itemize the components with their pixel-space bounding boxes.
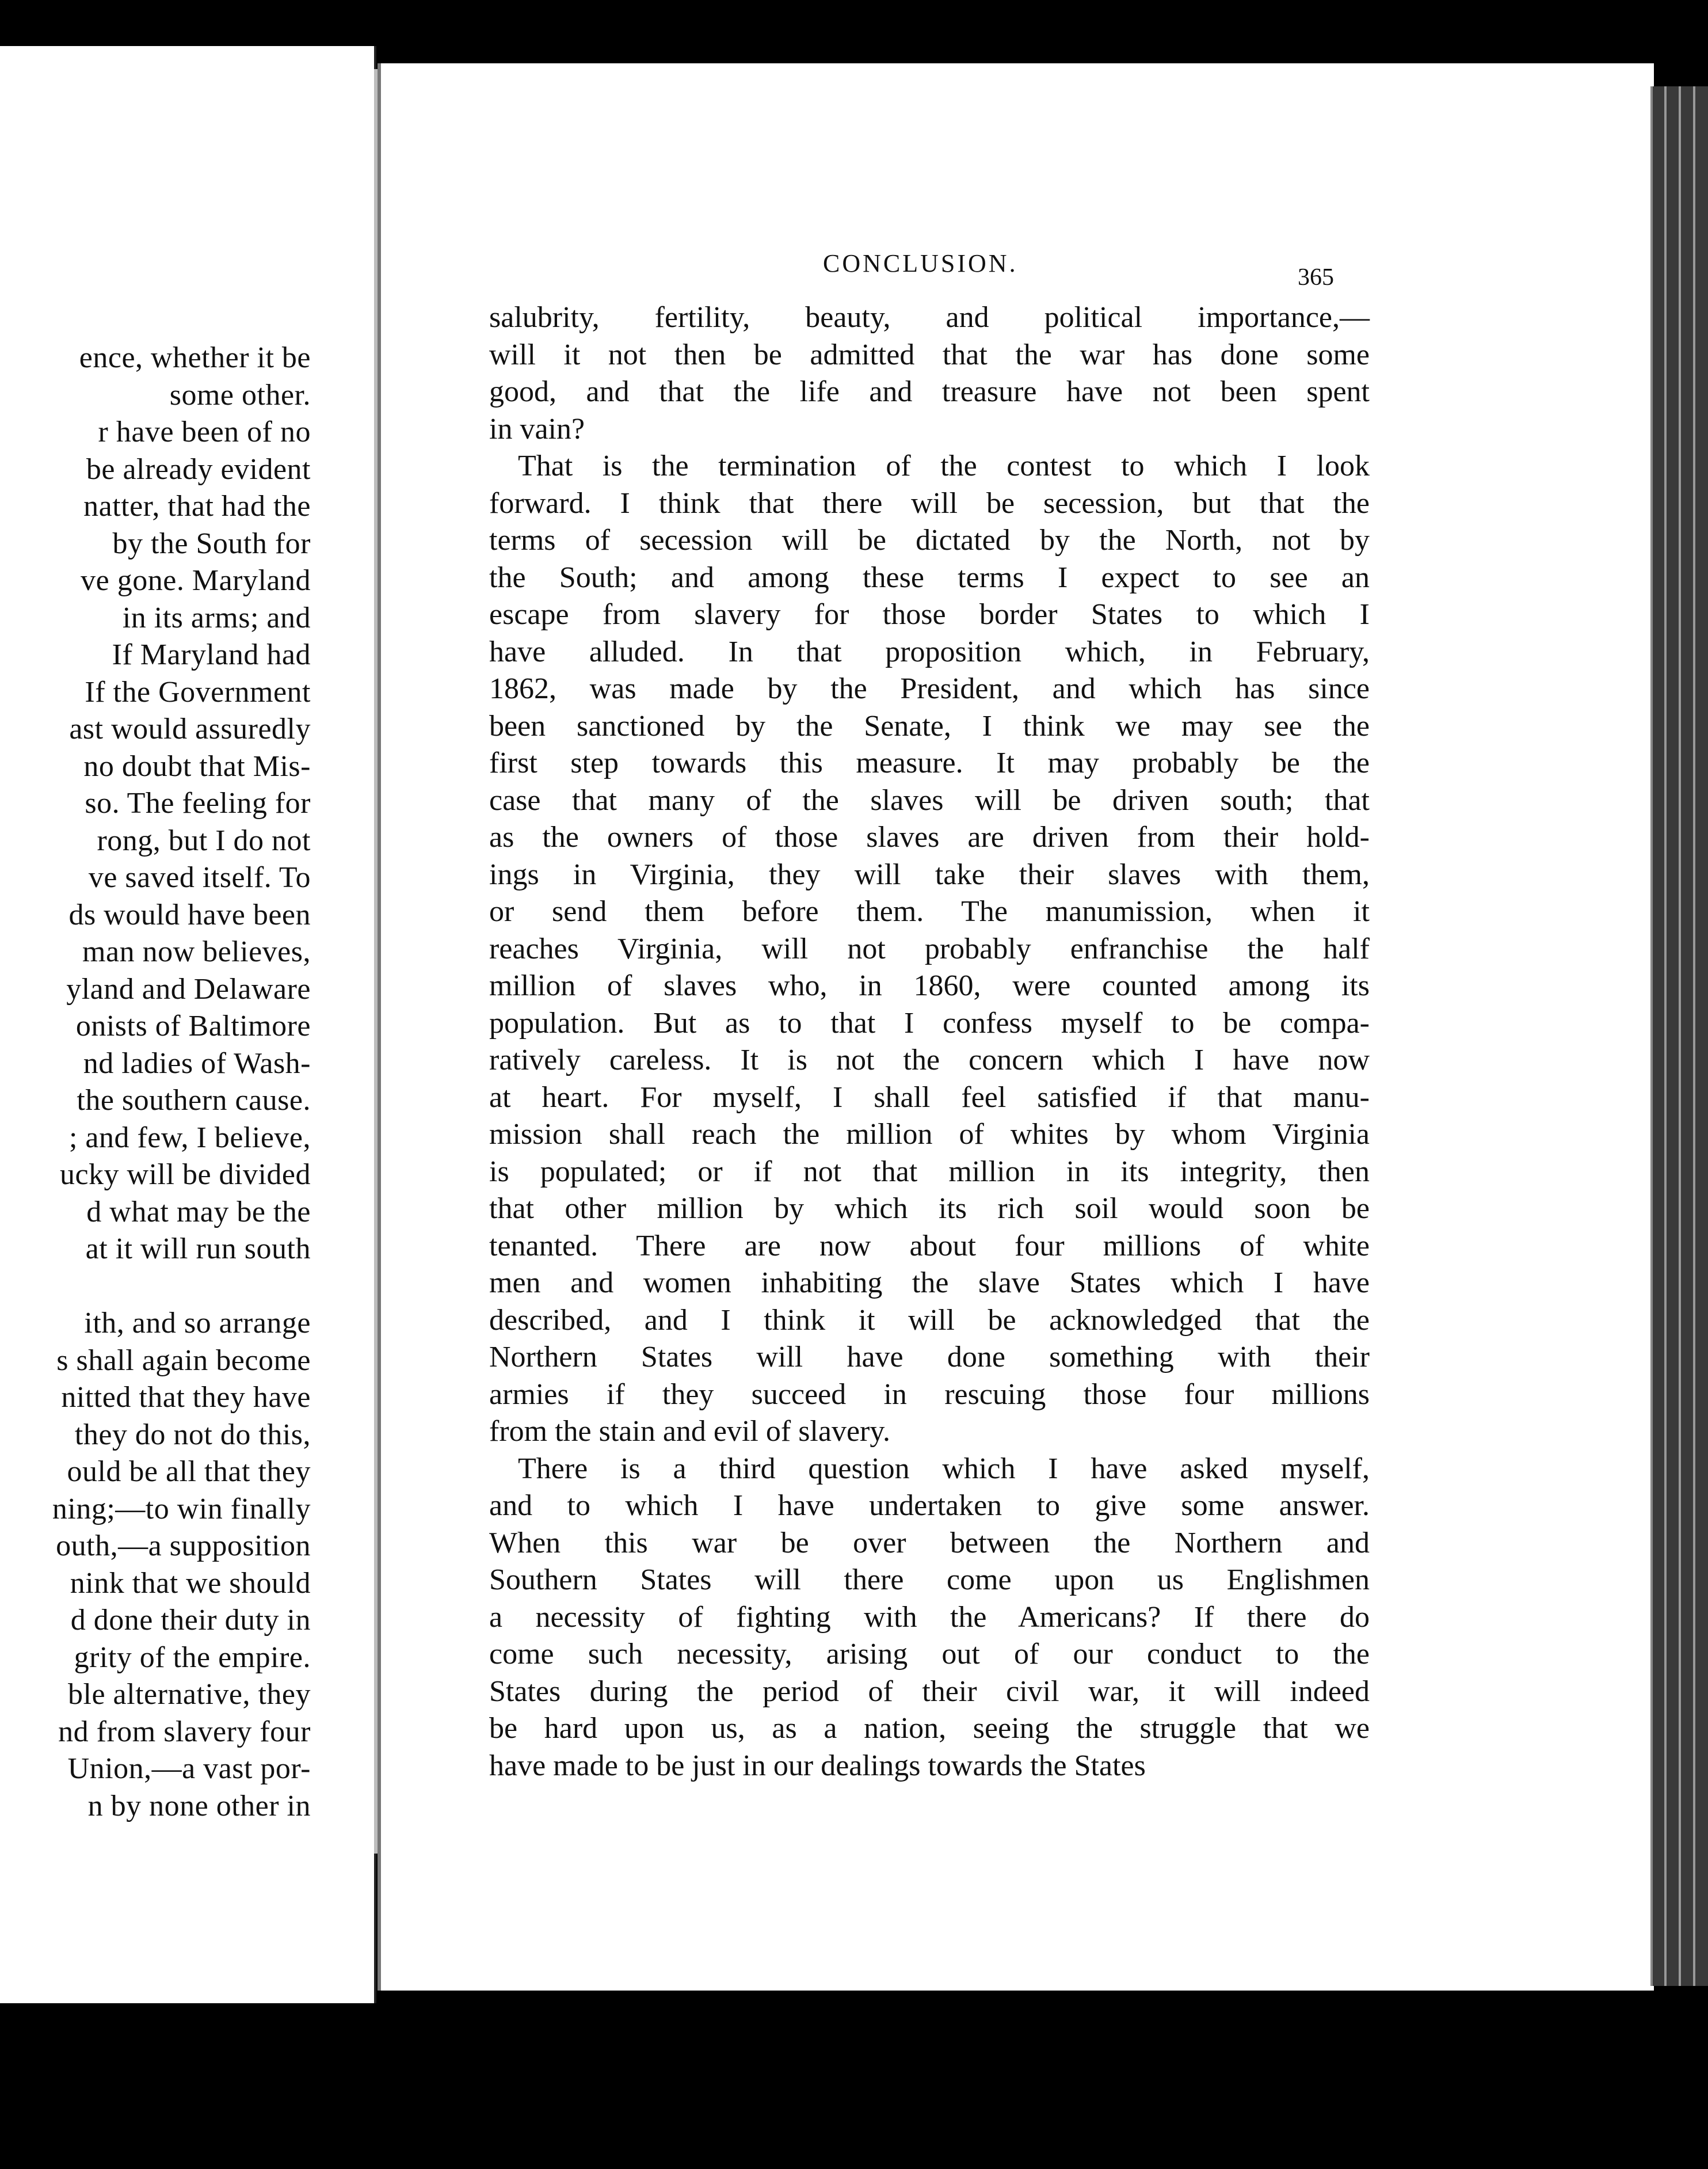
left-page-line: so. The feeling for — [85, 787, 311, 820]
left-page-line: yland and Delaware — [66, 972, 311, 1006]
right-page-line: forward. I think that there will be secession, but that the — [489, 486, 1370, 520]
left-page — [0, 46, 376, 2003]
right-page-line: ings in Virginia, they will take their slaves with them, — [489, 858, 1370, 891]
left-page-line — [0, 1268, 311, 1306]
right-page-line: first step towards this measure. It may probably be the — [489, 747, 1370, 779]
left-page-line: be already evident — [86, 452, 311, 486]
right-page-line: tenanted. There are now about four millions of white — [489, 1229, 1370, 1262]
left-page-line: ble alternative, they — [68, 1678, 311, 1711]
left-page-line: man now believes, — [82, 935, 311, 968]
right-page-line: There is a third question which I have asked myself, — [518, 1452, 1370, 1485]
right-page-line: and to which I have undertaken to give some answer. — [489, 1489, 1370, 1522]
right-page-line: million of slaves who, in 1860, were counted among its — [489, 969, 1370, 1002]
right-page-line: That is the termination of the contest to which I look — [518, 450, 1370, 482]
left-page-line: ucky will be divided — [59, 1158, 311, 1191]
left-page-line: rong, but I do not — [97, 824, 311, 857]
left-page-line: by the South for — [112, 527, 311, 560]
left-page-line: they do not do this, — [74, 1418, 311, 1451]
left-page-line: nd ladies of Wash- — [83, 1047, 311, 1080]
right-page-line: have alluded. In that proposition which, in February, — [489, 635, 1370, 668]
right-page-line: in vain? — [489, 412, 585, 446]
right-page-line: a necessity of fighting with the Americans? If there do — [489, 1600, 1370, 1634]
left-page-line: ould be all that they — [67, 1455, 311, 1488]
left-page-line: nink that we should — [70, 1566, 311, 1600]
right-page-line: States during the period of their civil war, it will indeed — [489, 1675, 1370, 1708]
right-page-line: 1862, was made by the President, and which has since — [489, 672, 1370, 705]
right-page-line: good, and that the life and treasure have not been spent — [489, 375, 1370, 408]
left-page-line: ence, whether it be — [79, 341, 311, 374]
page-number: 365 — [1298, 264, 1334, 291]
left-page-line: ning;—to win finally — [52, 1492, 311, 1525]
left-page-line: ve saved itself. To — [88, 861, 311, 894]
left-page-line: natter, that had the — [83, 490, 311, 523]
left-page-line: nitted that they have — [61, 1381, 311, 1414]
right-page-line: at heart. For myself, I shall feel satisfied if that manu- — [489, 1080, 1370, 1114]
right-page-line: from the stain and evil of slavery. — [489, 1415, 890, 1448]
left-page-line: ve gone. Maryland — [81, 564, 311, 597]
left-page-line: s shall again become — [56, 1344, 311, 1377]
left-page-line: the southern cause. — [77, 1084, 311, 1117]
right-page-line: will it not then be admitted that the war has done some — [489, 338, 1370, 371]
left-page-line: ds would have been — [68, 898, 311, 931]
right-page-line: case that many of the slaves will be driven south; that — [489, 783, 1370, 817]
left-page-line: at it will run south — [85, 1232, 311, 1265]
left-page-line: outh,—a supposition — [56, 1529, 311, 1562]
left-page-line: in its arms; and — [122, 601, 311, 634]
right-page-line: the South; and among these terms I expect to see an — [489, 561, 1370, 594]
right-page-line: as the owners of those slaves are driven from their hold- — [489, 821, 1370, 854]
left-page-line: Union,—a vast por- — [67, 1752, 311, 1785]
page-fore-edge — [1650, 86, 1708, 1986]
left-page-line: ast would assuredly — [69, 713, 311, 745]
left-page-line: nd from slavery four — [58, 1715, 311, 1748]
left-page-line: ; and few, I believe, — [68, 1121, 311, 1154]
left-page-line: r have been of no — [98, 416, 311, 448]
right-page-line: armies if they succeed in rescuing those four millions — [489, 1377, 1370, 1411]
right-page-line: ratively careless. It is not the concern which I have now — [489, 1044, 1370, 1076]
right-page-line: come such necessity, arising out of our conduct to the — [489, 1638, 1370, 1670]
right-page-line: salubrity, fertility, beauty, and political importance,— — [489, 301, 1370, 334]
right-page-line: Southern States will there come upon us Englishmen — [489, 1563, 1370, 1596]
right-page-line: men and women inhabiting the slave States which I have — [489, 1266, 1370, 1299]
right-page-line: reaches Virginia, will not probably enfranchise the half — [489, 932, 1370, 965]
left-page-line: n by none other in — [87, 1789, 311, 1822]
right-page-line: or send them before them. The manumission, when it — [489, 895, 1370, 928]
right-page-line: described, and I think it will be acknowledged that the — [489, 1303, 1370, 1337]
right-page-line: When this war be over between the Northern and — [489, 1526, 1370, 1559]
left-page-line: If Maryland had — [112, 638, 311, 671]
right-page-text — [489, 299, 1370, 1784]
right-page-line: population. But as to that I confess myself to be compa- — [489, 1006, 1370, 1040]
left-page-line: ith, and so arrange — [84, 1307, 311, 1340]
right-page-line: Northern States will have done something with their — [489, 1341, 1370, 1373]
left-page-line: d what may be the — [86, 1195, 311, 1228]
right-page-line: have made to be just in our dealings towards the States — [489, 1749, 1146, 1782]
running-head: CONCLUSION. — [823, 249, 1018, 277]
left-page-line: grity of the empire. — [74, 1641, 311, 1674]
right-page-line: be hard upon us, as a nation, seeing the struggle that we — [489, 1712, 1370, 1745]
right-page-line: escape from slavery for those border States to which I — [489, 598, 1370, 631]
left-page-text — [0, 340, 311, 1825]
right-page-line: is populated; or if not that million in its integrity, then — [489, 1155, 1370, 1188]
left-page-line: If the Government — [85, 675, 311, 709]
right-page-line: been sanctioned by the Senate, I think we may see the — [489, 709, 1370, 743]
right-page-line: that other million by which its rich soil would soon be — [489, 1192, 1370, 1225]
left-page-line: some other. — [169, 378, 311, 412]
left-page-line: no doubt that Mis- — [83, 749, 311, 783]
right-page-line: terms of secession will be dictated by the North, not by — [489, 524, 1370, 557]
left-page-line: onists of Baltimore — [75, 1010, 311, 1042]
right-page-line: mission shall reach the million of whites by whom Virginia — [489, 1118, 1370, 1151]
left-page-line: d done their duty in — [70, 1604, 311, 1637]
